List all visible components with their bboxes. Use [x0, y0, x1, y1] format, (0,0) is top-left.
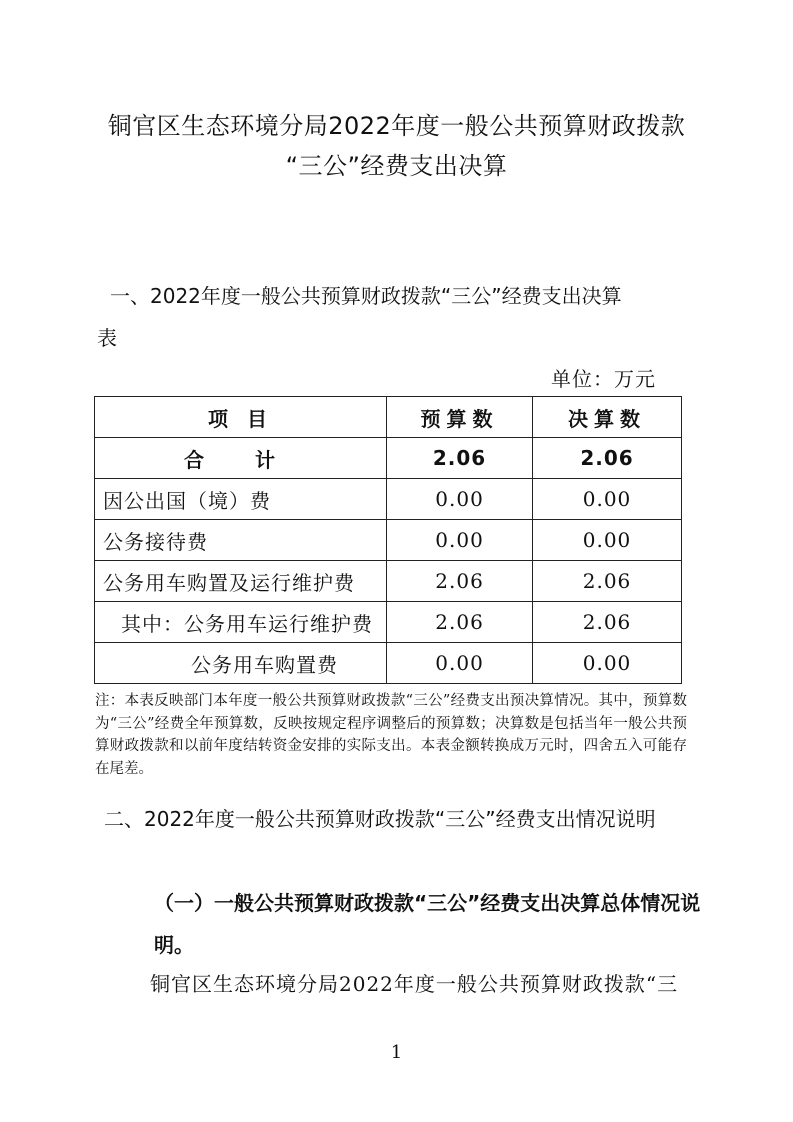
row-budget: 0.00 [387, 479, 533, 520]
row-final: 0.00 [533, 643, 682, 684]
row-item: 其中：公务用车运行维护费 [95, 602, 387, 643]
row-final: 2.06 [533, 602, 682, 643]
row-item: 公务用车购置及运行维护费 [95, 561, 387, 602]
table-note: 注：本表反映部门本年度一般公共预算财政拨款“三公”经费支出预决算情况。其中，预算数为“三公”经费全年预算数，反映按规定程序调整后的预算数；决算数是包括当年一般公共预算财政拨款和以前年度结转资金安排的实际支出。本表金额转换成万元时，四舍五入可能存在尾差。 [95, 693, 687, 777]
row-budget: 0.00 [387, 520, 533, 561]
unit-label: 单位：万元 [551, 367, 656, 391]
row-final: 0.00 [533, 520, 682, 561]
body-paragraph: 铜官区生态环境分局2022年度一般公共预算财政拨款“三 [150, 972, 679, 996]
row-final: 2.06 [533, 561, 682, 602]
header-final: 决算数 [533, 397, 682, 438]
section1-heading-line2: 表 [97, 326, 117, 350]
table-row [95, 602, 682, 643]
table-header-row [95, 397, 682, 438]
row-item: 合 计 [95, 438, 387, 479]
section1-heading-line1: 一、2022年度一般公共预算财政拨款“三公”经费支出决算 [110, 284, 622, 308]
table-row [95, 561, 682, 602]
page-number: 1 [390, 1042, 403, 1063]
row-budget: 2.06 [387, 602, 533, 643]
subsection1-heading [104, 882, 704, 966]
header-item: 项 目 [95, 397, 387, 438]
header-budget: 预算数 [387, 397, 533, 438]
table-row [95, 479, 682, 520]
row-item: 公务用车购置费 [95, 643, 387, 684]
document-title-line2: “三公”经费支出决算 [285, 152, 508, 180]
row-budget: 2.06 [387, 561, 533, 602]
row-budget: 0.00 [387, 643, 533, 684]
document-title-line1: 铜官区生态环境分局2022年度一般公共预算财政拨款 [107, 112, 686, 140]
row-item: 因公出国（境）费 [95, 479, 387, 520]
section2-heading: 二、2022年度一般公共预算财政拨款“三公”经费支出情况说明 [104, 807, 656, 831]
row-item: 公务接待费 [95, 520, 387, 561]
subsection1-heading-text: （一）一般公共预算财政拨款“三公”经费支出决算总体情况说明。 [154, 891, 701, 957]
section1-heading [97, 275, 710, 359]
table-row [95, 643, 682, 684]
table-row-total [95, 438, 682, 479]
table-row [95, 520, 682, 561]
row-budget: 2.06 [387, 438, 533, 479]
row-final: 0.00 [533, 479, 682, 520]
row-final: 2.06 [533, 438, 682, 479]
expense-table [94, 396, 682, 684]
